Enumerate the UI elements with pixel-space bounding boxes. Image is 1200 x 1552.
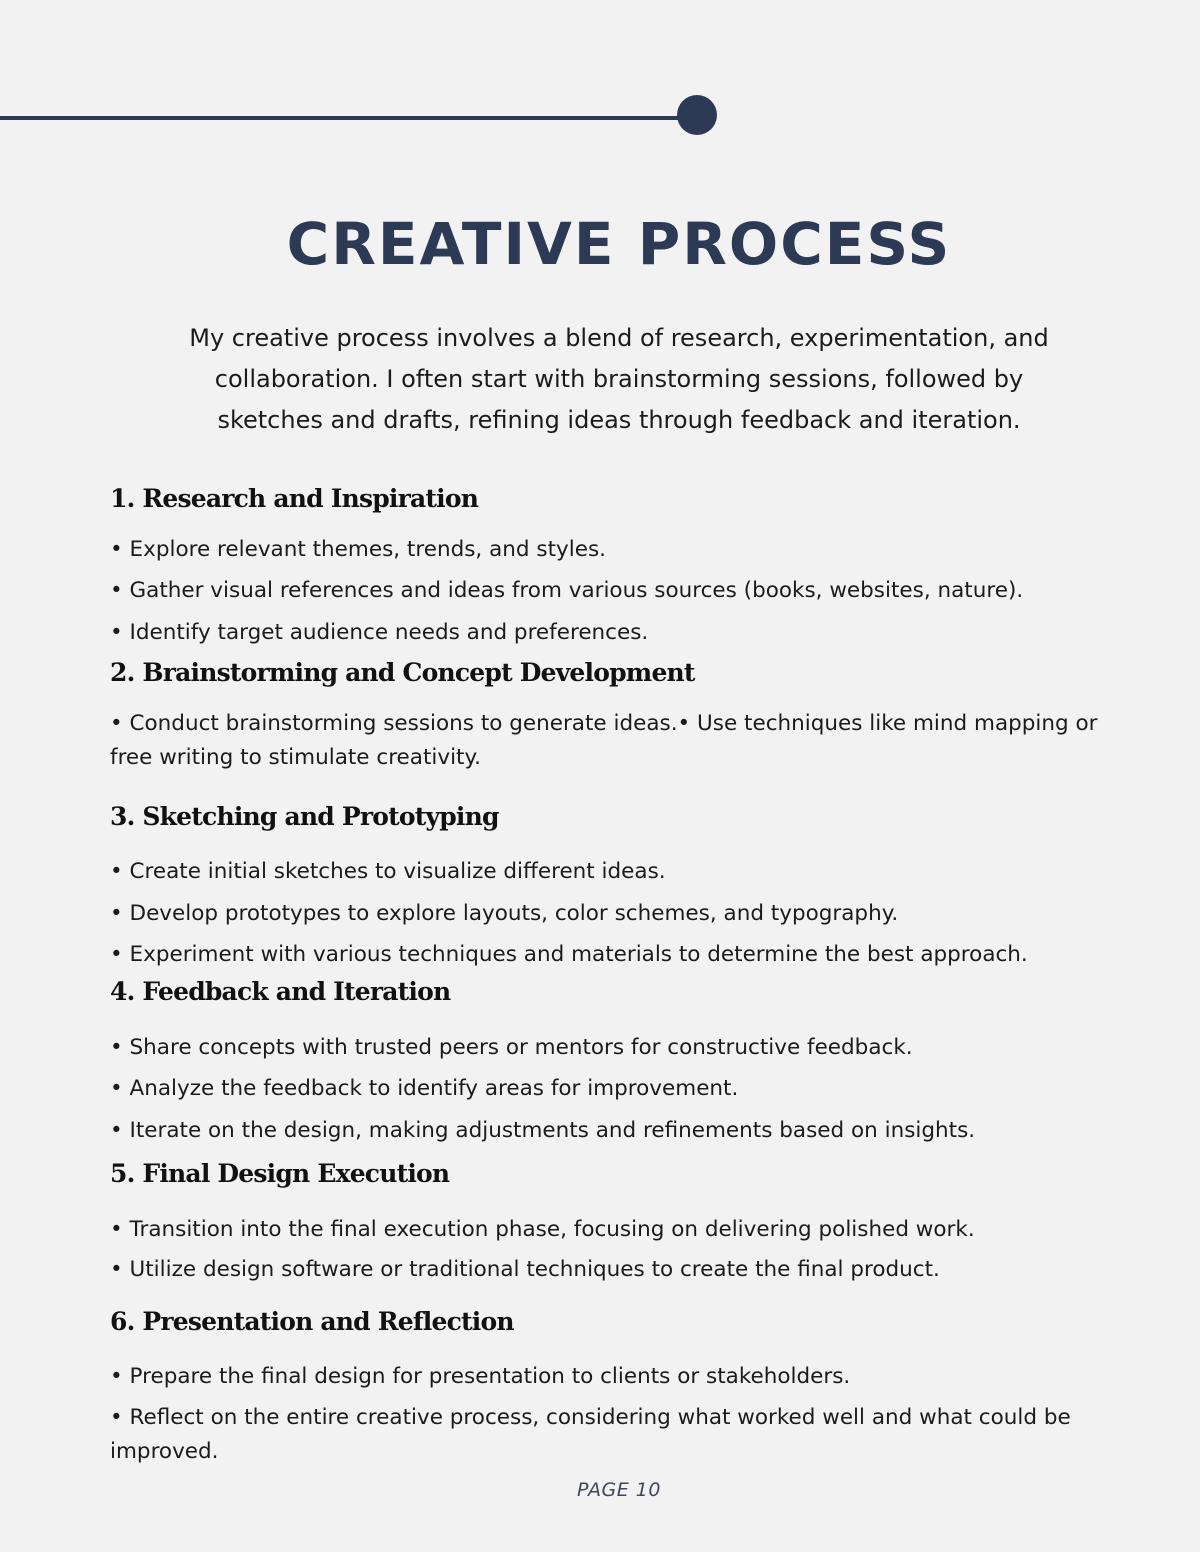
section-heading-sketching: 3. Sketching and Prototyping bbox=[110, 802, 499, 831]
bullet-item: • Conduct brainstorming sessions to generate ideas.• Use techniques like mind mapping or free writing to stimulate creativity. bbox=[110, 711, 1098, 770]
section-heading-brainstorming: 2. Brainstorming and Concept Development bbox=[110, 658, 695, 687]
section-heading-final-design: 5. Final Design Execution bbox=[110, 1159, 450, 1188]
bullet-item: • Iterate on the design, making adjustments and refinements based on insights. bbox=[110, 1118, 976, 1143]
decorative-line bbox=[0, 116, 690, 120]
bullet-item: • Identify target audience needs and preferences. bbox=[110, 620, 649, 645]
bullet-item: • Explore relevant themes, trends, and styles. bbox=[110, 537, 606, 562]
bullet-item: • Prepare the final design for presentation to clients or stakeholders. bbox=[110, 1364, 851, 1389]
bullet-item: • Share concepts with trusted peers or mentors for constructive feedback. bbox=[110, 1035, 913, 1060]
intro-paragraph: My creative process involves a blend of research, experimentation, and collaboration. I often start with brainstorming sessions, followed by sketches and drafts, refining ideas through feedback and iteration. bbox=[189, 324, 1049, 434]
bullet-item: • Create initial sketches to visualize different ideas. bbox=[110, 859, 666, 884]
decorative-dot bbox=[677, 95, 717, 135]
section-heading-feedback: 4. Feedback and Iteration bbox=[110, 977, 451, 1006]
bullet-item: • Reflect on the entire creative process, considering what worked well and what could be improved. bbox=[110, 1405, 1071, 1464]
bullet-item: • Gather visual references and ideas from various sources (books, websites, nature). bbox=[110, 578, 1024, 603]
bullet-item: • Utilize design software or traditional techniques to create the final product. bbox=[110, 1257, 940, 1282]
section-heading-presentation: 6. Presentation and Reflection bbox=[110, 1307, 514, 1336]
section-heading-research: 1. Research and Inspiration bbox=[110, 484, 479, 513]
page-title: CREATIVE PROCESS bbox=[286, 210, 952, 278]
bullet-item: • Develop prototypes to explore layouts, color schemes, and typography. bbox=[110, 901, 899, 926]
page-number: PAGE 10 bbox=[577, 1479, 661, 1501]
bullet-item: • Transition into the final execution phase, focusing on delivering polished work. bbox=[110, 1217, 975, 1242]
bullet-item: • Analyze the feedback to identify areas for improvement. bbox=[110, 1076, 739, 1101]
bullet-item: • Experiment with various techniques and materials to determine the best approach. bbox=[110, 942, 1028, 967]
